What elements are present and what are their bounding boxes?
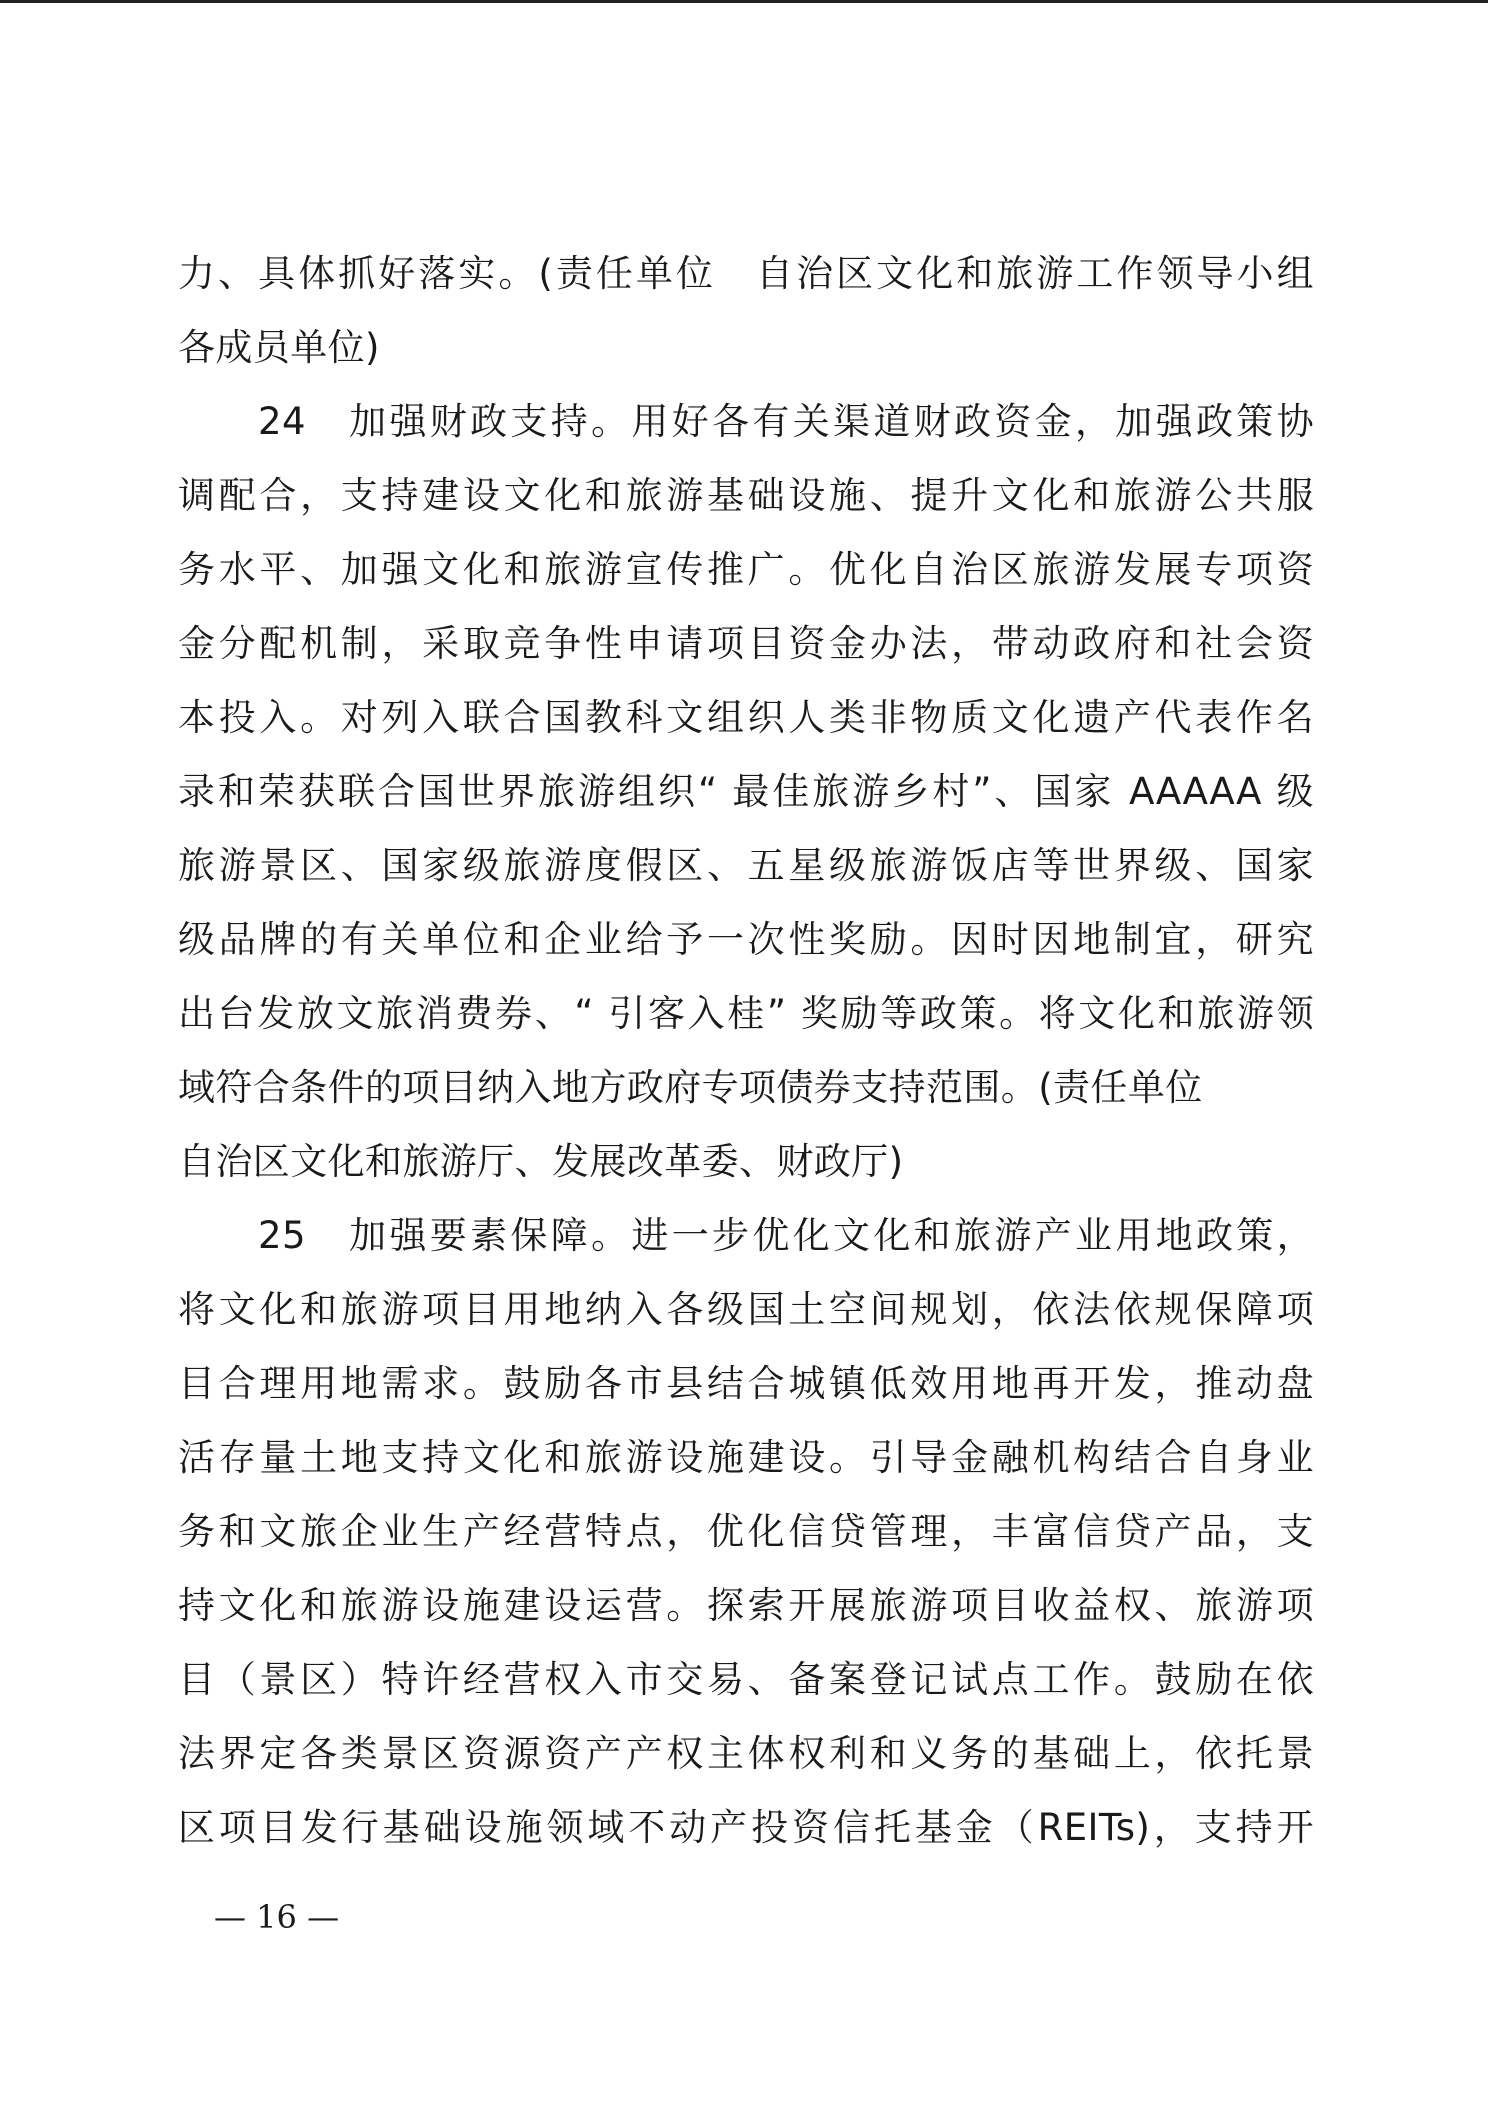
paragraph-24-start: 24 加强财政支持。用好各有关渠道财政资金，加强政策协 (258, 400, 1314, 443)
text-line: 活存量土地支持文化和旅游设施建设。引导金融机构结合自身业 (178, 1436, 1314, 1479)
text-line: 出台发放文旅消费券、“ 引客入桂” 奖励等政策。将文化和旅游领 (178, 992, 1314, 1035)
text-line: 录和荣获联合国世界旅游组织“ 最佳旅游乡村”、国家 AAAAA 级 (178, 770, 1314, 813)
text-line: 目合理用地需求。鼓励各市县结合城镇低效用地再开发，推动盘 (178, 1362, 1314, 1405)
text-line: 务和文旅企业生产经营特点，优化信贷管理，丰富信贷产品，支 (178, 1510, 1314, 1553)
text-line: 力、具体抓好落实。(责任单位 自治区文化和旅游工作领导小组 (178, 252, 1314, 295)
text-line: 金分配机制，采取竞争性申请项目资金办法，带动政府和社会资 (178, 622, 1314, 665)
text-line: 区项目发行基础设施领域不动产投资信托基金（REITs)，支持开 (178, 1806, 1314, 1849)
text-line: 旅游景区、国家级旅游度假区、五星级旅游饭店等世界级、国家 (178, 844, 1314, 887)
text-line: 自治区文化和旅游厅、发展改革委、财政厅) (178, 1140, 904, 1183)
top-border-rule (0, 0, 1488, 3)
text-line: 各成员单位) (178, 326, 380, 369)
paragraph-25-start: 25 加强要素保障。进一步优化文化和旅游产业用地政策， (258, 1214, 1314, 1257)
text-line: 将文化和旅游项目用地纳入各级国土空间规划，依法依规保障项 (178, 1288, 1314, 1331)
text-line: 务水平、加强文化和旅游宣传推广。优化自治区旅游发展专项资 (178, 548, 1314, 591)
text-line: 本投入。对列入联合国教科文组织人类非物质文化遗产代表作名 (178, 696, 1314, 739)
page-number: — 16 — (214, 1898, 340, 1936)
text-line: 级品牌的有关单位和企业给予一次性奖励。因时因地制宜，研究 (178, 918, 1314, 961)
text-line: 目（景区）特许经营权入市交易、备案登记试点工作。鼓励在依 (178, 1658, 1314, 1701)
text-line: 调配合，支持建设文化和旅游基础设施、提升文化和旅游公共服 (178, 474, 1314, 517)
text-line: 持文化和旅游设施建设运营。探索开展旅游项目收益权、旅游项 (178, 1584, 1314, 1627)
text-line: 法界定各类景区资源资产产权主体权利和义务的基础上，依托景 (178, 1732, 1314, 1775)
text-line: 域符合条件的项目纳入地方政府专项债券支持范围。(责任单位 (178, 1066, 1203, 1109)
